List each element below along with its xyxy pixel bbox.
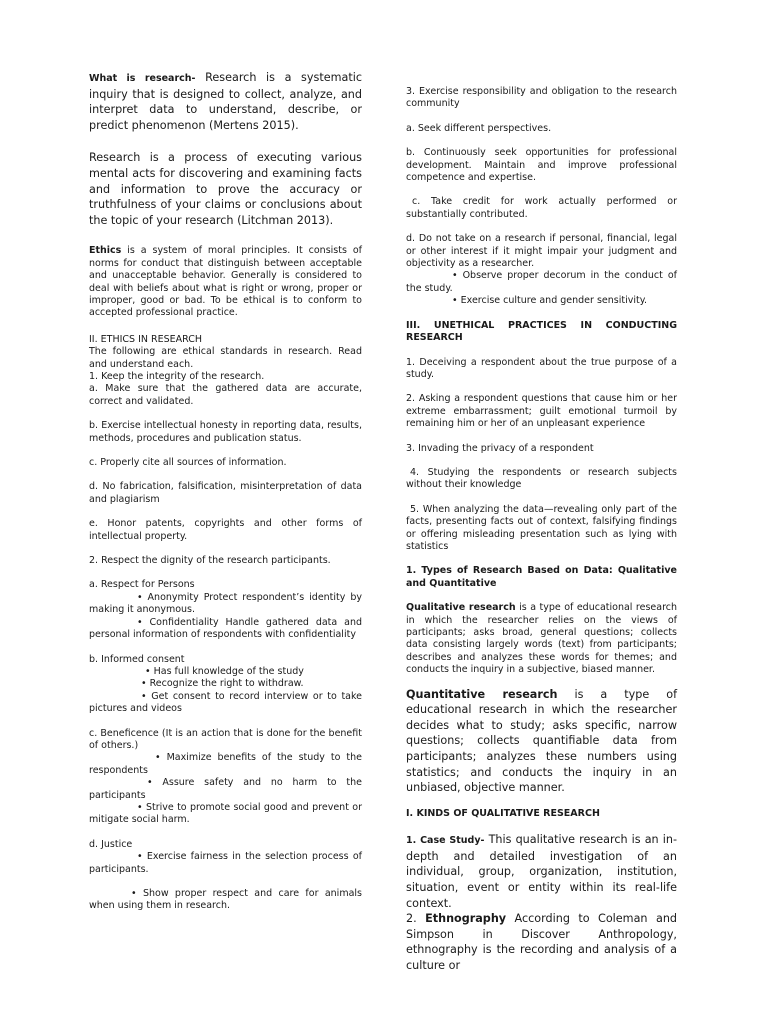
ethics-paragraph: Ethics is a system of moral principles. It consists of norms for conduct that distinguish between acceptable and unacceptable behavior. Generally is considered to deal with beliefs about what is right or wrong, proper or improper, good or bad. To be ethical is to conform to accepted professional practice. (89, 245, 362, 319)
case-study-paragraph: 1. Case Study- This qualitative research is an in-depth and detailed investigation of an individual, group, organization, institution, situation, event or entity within its real-life context. (406, 833, 677, 910)
unethical-item-without-knowledge: 4. Studying the respondents or research subjects without their knowledge (406, 466, 677, 491)
unethical-item-deceiving: 1. Deceiving a respondent about the true purpose of a study. (406, 356, 677, 380)
research-definition-paragraph: What is research- Research is a systematic inquiry that is designed to collect, analyze, and interpret data to understand, describe, or predict phenomenon (Mertens 2015). (89, 71, 362, 132)
list-item-honor-patents: e. Honor patents, copyrights and other forms of intellectual property. (89, 518, 362, 542)
list-item-take-credit: c. Take credit for work actually performed or substantially contributed. (406, 196, 677, 220)
ethnography-paragraph: 2. Ethnography According to Coleman and Simpson in Discover Anthropology, ethnography is the recording and analysis of a culture or (406, 912, 678, 972)
list-item-beneficence: c. Beneficence (It is an action that is done for the benefit of others.) (89, 727, 362, 751)
bullet-promote-social-good: • Strive to promote social good and prevent or mitigate social harm. (89, 801, 362, 826)
bullet-maximize-benefits: • Maximize benefits of the study to the respondents (89, 752, 362, 776)
list-item-respect-dignity: 2. Respect the dignity of the research participants. (89, 555, 331, 567)
bullet-assure-safety: • Assure safety and no harm to the participants (89, 777, 362, 801)
list-item-no-fabrication: d. No fabrication, falsification, misinterpretation of data and plagiarism (89, 481, 362, 505)
list-item-respect-for-persons: a. Respect for Persons (89, 579, 195, 591)
list-item-justice: d. Justice (89, 838, 133, 850)
section-intro: The following are ethical standards in research. Read and understand each. (89, 346, 362, 370)
section-title-ethics-in-research: II. ETHICS IN RESEARCH (89, 333, 203, 345)
list-item-accurate-data: a. Make sure that the gathered data are accurate, correct and validated. (89, 383, 362, 407)
research-process-paragraph: Research is a process of executing various mental acts for discovering and examining facts and information to prove the accuracy or truthfulness of your claims or conclusions about the topic of your research (Litchman 2013). (89, 151, 362, 227)
types-of-research-title: 1. Types of Research Based on Data: Qualitative and Quantitative (406, 565, 677, 589)
qualitative-research-heading: Qualitative research (406, 602, 516, 614)
bullet-get-consent: • Get consent to record interview or to take pictures and videos (89, 690, 362, 715)
qualitative-research-paragraph: Qualitative research is a type of educational research in which the researcher relies on the views of participants; asks broad, general questions; collects data consisting largely words (text) from participants; describes and analyzes these words for themes; and conducts the inquiry in a subjective, biased manner. (406, 602, 678, 676)
list-item-conflict-of-interest: d. Do not take on a research if personal, financial, legal or other interest if it might impair your judgment and objectivity as a researcher. (406, 233, 677, 270)
bullet-full-knowledge: • Has full knowledge of the study (145, 665, 304, 677)
list-item-informed-consent: b. Informed consent (89, 653, 185, 665)
quantitative-research-paragraph: Quantitative research is a type of educational research in which the researcher decides what to study; asks specific, narrow questions; collects quantifiable data from participants; analyzes these numbers using statistics; and conducts the inquiry in an unbiased, objective manner. (406, 687, 678, 795)
section-title-unethical-practices: III. UNETHICAL PRACTICES IN CONDUCTING RESEARCH (406, 319, 677, 344)
bullet-fairness: • Exercise fairness in the selection process of participants. (89, 851, 362, 875)
left-column (89, 70, 362, 913)
unethical-item-privacy: 3. Invading the privacy of a respondent (406, 442, 594, 454)
list-item-responsibility: 3. Exercise responsibility and obligation to the research community (406, 86, 677, 110)
ethics-heading: Ethics (89, 245, 122, 257)
list-item-integrity: 1. Keep the integrity of the research. (89, 371, 265, 382)
ethnography-heading: Ethnography (425, 912, 507, 926)
list-item-intellectual-honesty: b. Exercise intellectual honesty in reporting data, results, methods, procedures and publication status. (89, 420, 362, 444)
unethical-item-embarrassment: 2. Asking a respondent questions that cause him or her extreme embarrassment; guilt emotional turmoil by remaining him or her of an unpleasant experience (406, 393, 677, 430)
unethical-item-analyzing-data: 5. When analyzing the data—revealing only part of the facts, presenting facts out of context, falsifying findings or offering misleading presentation such as lying with statistics (406, 503, 677, 552)
kinds-of-qualitative-research-title: I. KINDS OF QUALITATIVE RESEARCH (406, 807, 600, 819)
list-item-cite-sources: c. Properly cite all sources of information. (89, 457, 287, 469)
right-column (406, 86, 677, 974)
bullet-anonymity: • Anonymity Protect respondent’s identity by making it anonymous. (89, 591, 362, 616)
bullet-proper-decorum: • Observe proper decorum in the conduct of the study. (406, 270, 677, 294)
bullet-respect-animals: • Show proper respect and care for animals when using them in research. (89, 888, 362, 912)
bullet-right-to-withdraw: • Recognize the right to withdraw. (141, 678, 304, 690)
case-study-heading: 1. Case Study- (406, 835, 485, 847)
list-item-perspectives: a. Seek different perspectives. (406, 122, 552, 134)
bullet-culture-gender: • Exercise culture and gender sensitivity. (452, 295, 647, 307)
quantitative-research-heading: Quantitative research (406, 687, 558, 701)
bullet-confidentiality: • Confidentiality Handle gathered data and personal information of respondents with confidentiality (89, 616, 362, 641)
list-item-professional-development: b. Continuously seek opportunities for professional development. Maintain and improve professional competence and expertise. (406, 147, 677, 184)
research-definition-heading: What is research- (89, 73, 196, 84)
